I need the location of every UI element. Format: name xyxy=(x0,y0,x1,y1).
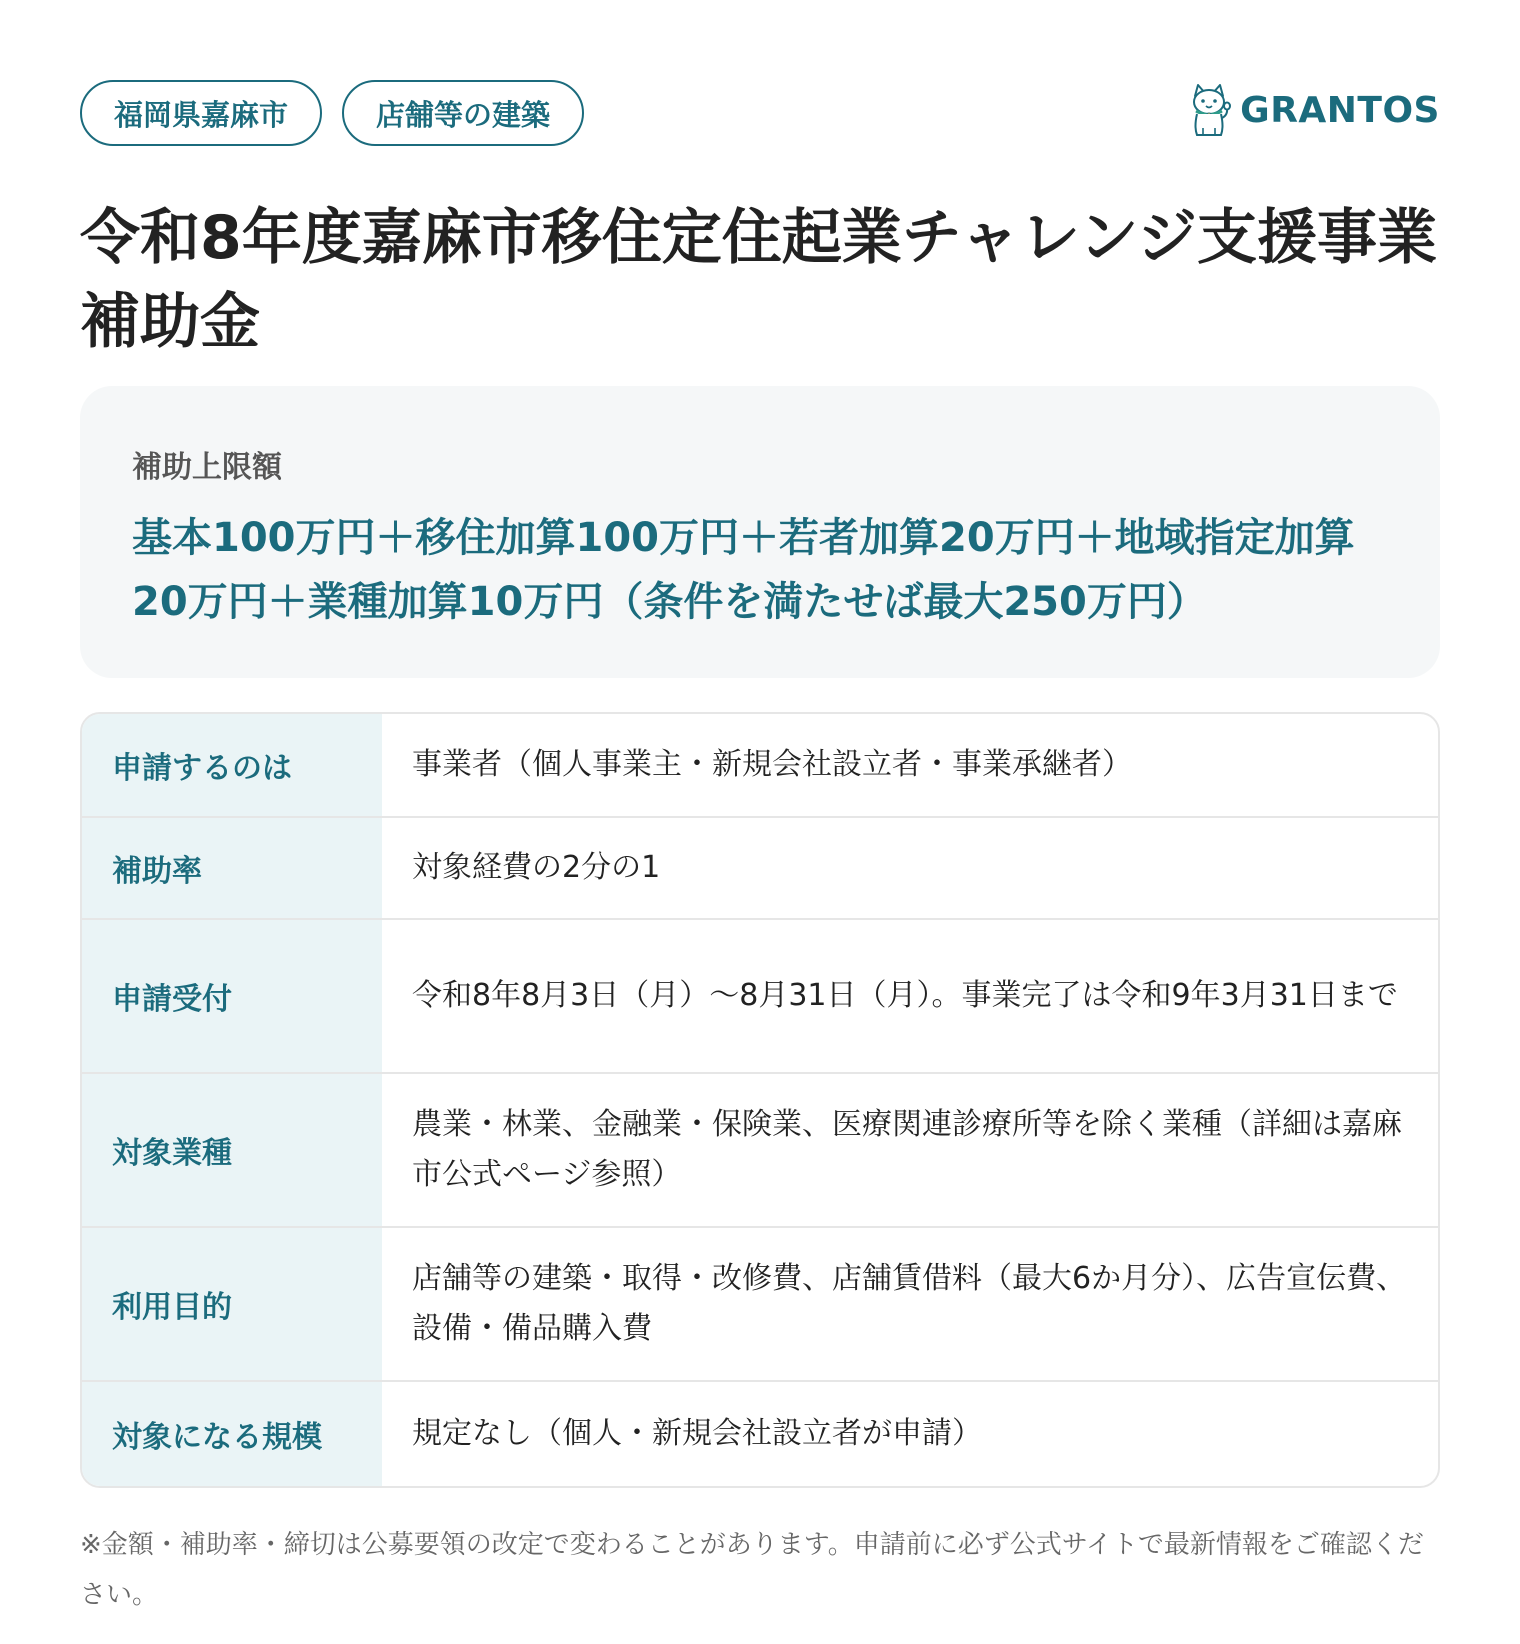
amount-box xyxy=(80,386,1440,678)
tag-category[interactable]: 店舗等の建築 xyxy=(342,80,584,146)
row-label: 対象になる規模 xyxy=(82,1382,382,1486)
row-label: 利用目的 xyxy=(82,1228,382,1380)
footnote: ※金額・補助率・締切は公募要領の改定で変わることがあります。申請前に必ず公式サイトで最新情報をご確認ください。 xyxy=(80,1530,1424,1610)
row-label: 申請受付 xyxy=(82,920,382,1072)
amount-value: 基本100万円＋移住加算100万円＋若者加算20万円＋地域指定加算20万円＋業種加算10万円（条件を満たせば最大250万円） xyxy=(132,515,1355,625)
table-row xyxy=(82,1226,1438,1380)
tag-list xyxy=(80,80,584,146)
table-row xyxy=(82,714,1438,816)
logo[interactable] xyxy=(1186,82,1440,138)
table-row xyxy=(82,816,1438,918)
info-table xyxy=(80,712,1440,1488)
row-value: 店舗等の建築・取得・改修費、店舗賃借料（最大6か月分）、広告宣伝費、設備・備品購入費 xyxy=(412,1261,1407,1346)
row-value: 令和8年8月3日（月）〜8月31日（月）。事業完了は令和9年3月31日まで xyxy=(412,978,1398,1013)
amount-label: 補助上限額 xyxy=(132,450,282,485)
row-label: 補助率 xyxy=(82,818,382,918)
row-label: 対象業種 xyxy=(82,1074,382,1226)
tag-region[interactable]: 福岡県嘉麻市 xyxy=(80,80,322,146)
maneki-neko-cat-icon xyxy=(1186,82,1232,138)
row-value: 規定なし（個人・新規会社設立者が申請） xyxy=(412,1416,982,1451)
table-row xyxy=(82,1072,1438,1226)
row-value: 事業者（個人事業主・新規会社設立者・事業承継者） xyxy=(412,747,1132,782)
table-row xyxy=(82,918,1438,1072)
row-value: 対象経費の2分の1 xyxy=(412,850,661,885)
row-label: 申請するのは xyxy=(82,714,382,816)
logo-text: GRANTOS xyxy=(1240,89,1440,131)
row-value: 農業・林業、金融業・保険業、医療関連診療所等を除く業種（詳細は嘉麻市公式ページ参照） xyxy=(412,1107,1402,1192)
table-row xyxy=(82,1380,1438,1486)
page-title: 令和8年度嘉麻市移住定住起業チャレンジ支援事業補助金 xyxy=(80,203,1437,357)
